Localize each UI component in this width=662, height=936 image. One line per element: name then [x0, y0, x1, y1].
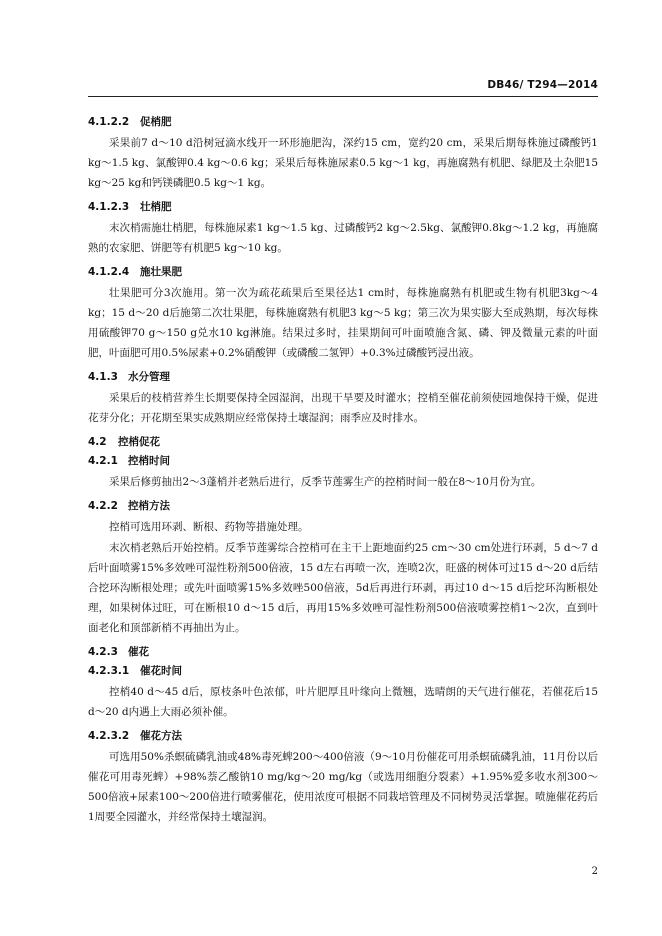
section-heading [88, 199, 598, 215]
section-title: 控梢时间 [128, 455, 170, 467]
section-title: 控梢促花 [118, 436, 160, 448]
section-title: 催花方法 [140, 730, 182, 742]
paragraph: 末次梢老熟后开始控梢。反季节莲雾综合控梢可在主干上距地面约25 cm～30 cm处进行环剥，5 d～7 d后叶面喷雾15%多效唑可湿性粉剂500倍液，15 d左右再喷一次，连喷2次，旺盛的树体可过15 d～20 d后结合挖环沟断根处理；或先叶面喷雾15%多效唑500倍液，5d后再进行环剥，再过10 d～15 d后挖环沟断根处理，如果树体过旺，可在断根10 d～15 d后，再用15%多效唑可湿性粉剂500倍液喷雾控梢1～2次，直到叶面老化和顶部新梢不再抽出为止。 [88, 542, 598, 634]
paragraph: 末次梢需施壮梢肥，每株施尿素1 kg～1.5 kg、过磷酸钙2 kg～2.5kg、氯酸钾0.8kg～1.2 kg，再施腐熟的农家肥、饼肥等有机肥5 kg～10 kg。 [88, 222, 598, 254]
section-heading [88, 453, 598, 469]
paragraph: 采果前7 d～10 d沿树冠滴水线开一环形施肥沟，深约15 cm，宽约20 cm，采果后期每株施过磷酸钙1 kg～1.5 kg、氯酸钾0.4 kg～0.6 kg；采果后每株施尿素0.5 kg～1 kg，再施腐熟有机肥、绿肥及土杂肥15 kg～25 kg和钙镁磷肥0.5 kg～1 kg。 [88, 137, 598, 189]
page-number: 2 [591, 866, 598, 877]
section-heading [88, 264, 598, 280]
section-title: 水分管理 [128, 371, 170, 383]
paragraph: 采果后的枝梢营养生长期要保持全园湿润，出现干旱要及时灌水；控梢至催花前须使园地保持干燥，促进花芽分化；开花期至果实成熟期应经常保持土壤湿润；雨季应及时排水。 [88, 392, 598, 424]
document-id: DB46/ T294—2014 [487, 79, 598, 91]
section-heading [88, 728, 598, 744]
section-number: 4.2.3 [88, 646, 118, 658]
paragraph: 采果后修剪抽出2～3蓬梢并老熟后进行，反季节莲雾生产的控梢时间一般在8～10月份为宜。 [109, 476, 542, 488]
section-number: 4.2.2 [88, 500, 118, 512]
section-number: 4.1.2.2 [88, 116, 130, 128]
paragraph: 壮果肥可分3次施用。第一次为疏花疏果后至果径达1 cm时，每株施腐熟有机肥或生物有机肥3kg～4 kg；15 d～20 d后施第二次壮果肥，每株施腐熟有机肥3 kg～5 kg；第三次为果实膨大至成熟期，每次每株用硫酸钾70 g～150 g兑水10 kg淋施。结果过多时，挂果期间可叶面喷施含氮、磷、钾及微量元素的叶面肥，叶面肥可用0.5%尿素+0.2%硝酸钾（或磷酸二氢钾）+0.3%过磷酸钙浸出液。 [88, 287, 598, 359]
section-title: 控梢方法 [128, 500, 170, 512]
section-heading [88, 663, 598, 679]
section-title: 促梢肥 [140, 116, 172, 128]
section-title: 施壮果肥 [140, 266, 182, 278]
section-number: 4.2.3.2 [88, 730, 130, 742]
section-title: 壮梢肥 [140, 201, 172, 213]
section-number: 4.1.3 [88, 371, 118, 383]
section-heading [88, 369, 598, 385]
section-heading [88, 644, 598, 660]
section-heading [88, 114, 598, 130]
paragraph: 控梢可选用环剥、断根、药物等措施处理。 [109, 521, 309, 533]
section-heading [88, 498, 598, 514]
paragraph: 可选用50%杀螟硫磷乳油或48%毒死蜱200～400倍液（9～10月份催花可用杀螟硫磷乳油，11月份以后催花可用毒死蜱）+98%萘乙酸钠10 mg/kg～20 mg/kg（或选用细胞分裂素）+1.95%爱多收水剂300～500倍液+尿素100～200倍进行喷雾催花，使用浓度可根据不同栽培管理及不同树势灵活掌握。喷施催花药后1周要全园灌水，并经常保持土壤湿润。 [88, 751, 598, 823]
document-body [88, 114, 598, 833]
header-rule [88, 96, 598, 97]
section-number: 4.2.3.1 [88, 665, 130, 677]
section-title: 催花 [128, 646, 149, 658]
section-title: 催花时间 [140, 665, 182, 677]
section-number: 4.1.2.3 [88, 201, 130, 213]
paragraph: 控梢40 d～45 d后，原枝条叶色浓郁，叶片肥厚且叶缘向上微翘，选晴朗的天气进行催花，若催花后15 d～20 d内遇上大雨必须补催。 [88, 686, 598, 718]
section-number: 4.1.2.4 [88, 266, 130, 278]
section-heading [88, 434, 598, 450]
section-number: 4.2.1 [88, 455, 118, 467]
section-number: 4.2 [88, 436, 107, 448]
